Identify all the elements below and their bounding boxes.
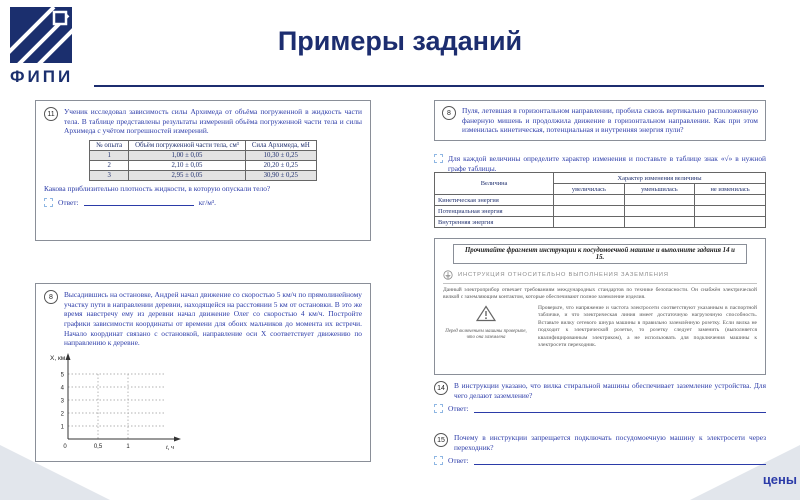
check-cell bbox=[695, 206, 766, 217]
task11-head bbox=[44, 107, 362, 136]
table-row bbox=[90, 150, 317, 160]
col-header: Объём погруженной части тела, см³ bbox=[129, 140, 246, 150]
task-card-14 bbox=[434, 381, 766, 413]
passage-columns bbox=[443, 305, 757, 350]
task8-right-instruction: Для каждой величины определите характер изменения и поставьте в таблице знак «√» в нужной графе таблицы. bbox=[448, 154, 766, 173]
x-tick-label: 1 bbox=[126, 443, 130, 450]
table-row bbox=[90, 170, 317, 180]
passage-section-header-row bbox=[443, 268, 757, 284]
task-card-8-right bbox=[434, 100, 766, 141]
check-cell bbox=[624, 217, 695, 228]
check-cell bbox=[554, 217, 625, 228]
y-tick-label: 2 bbox=[60, 411, 64, 418]
task11-question: Какова приблизительно плотность жидкости, в которую опускали тело? bbox=[44, 183, 271, 193]
task-number-badge: 14 bbox=[434, 381, 448, 395]
coordinate-grid bbox=[48, 351, 188, 451]
cell: 1 bbox=[90, 150, 129, 160]
check-cell bbox=[624, 206, 695, 217]
task8-left-text: Высадившись на остановке, Андрей начал движение со скоростью 5 км/ч по прямолинейному участку пути в направлении деревни, находящейся на расстоянии 5 км от остановки. В это же время навстречу ему из деревни начал движение Олег со скоростью 4 км/ч. Постройте графики зависимости координаты от времени для обоих мальчиков до момента их встречи. Начало координат связано с остановкой, направление оси Х соответствует движению по направлению к деревне. bbox=[64, 290, 362, 348]
task15-answer-row bbox=[434, 456, 766, 465]
cell: 3 bbox=[90, 170, 129, 180]
y-tick-label: 4 bbox=[60, 385, 64, 392]
change-of-quantities-table bbox=[434, 172, 766, 228]
title-rule bbox=[94, 85, 764, 87]
answer-blank-line bbox=[84, 198, 194, 206]
task-card-15 bbox=[434, 433, 766, 465]
answer-blank-line bbox=[474, 457, 766, 465]
answer-blank-line bbox=[474, 405, 766, 413]
table-row bbox=[435, 206, 766, 217]
measurements-table bbox=[89, 140, 317, 181]
task11-answer-row bbox=[44, 198, 362, 207]
cell: 2,95 ± 0,05 bbox=[129, 170, 246, 180]
answer-label: Ответ: bbox=[448, 456, 469, 466]
task14-answer-row bbox=[434, 404, 766, 413]
answer-marker-box bbox=[434, 456, 443, 465]
task15-head bbox=[434, 433, 766, 452]
option-header: не изменилась bbox=[695, 184, 766, 195]
task14-head bbox=[434, 381, 766, 400]
task-number-badge: 11 bbox=[44, 107, 58, 121]
answer-marker-box bbox=[44, 198, 53, 207]
answer-marker-box bbox=[434, 154, 443, 163]
task14-text: В инструкции указано, что вилка стиральной машины обеспечивает заземление устройства. Для чего делают заземление? bbox=[454, 381, 766, 400]
passage-section-header: ИНСТРУКЦИЯ ОТНОСИТЕЛЬНО ВЫПОЛНЕНИЯ ЗАЗЕМЛЕНИЯ bbox=[458, 272, 669, 278]
quantity-name: Кинетическая энергия bbox=[435, 195, 554, 206]
y-tick-label: 1 bbox=[60, 424, 64, 431]
answer-label: Ответ: bbox=[448, 404, 469, 414]
task8-right-text: Пуля, летевшая в горизонтальном направлении, пробила сквозь вертикально расположенную фанерную мишень и продолжила движение в горизонтальном направлении. Как при этом изменилась кинетическая, потенциальная и внутренняя энергия пули? bbox=[462, 106, 758, 135]
answer-unit: кг/м³. bbox=[198, 197, 216, 207]
y-axis-label: Х, км bbox=[50, 354, 66, 362]
task15-text: Почему в инструкции запрещается подключать посудомоечную машину к электросети через переходник? bbox=[454, 433, 766, 452]
task-card-8-left bbox=[35, 283, 371, 462]
quantity-name: Внутренняя энергия bbox=[435, 217, 554, 228]
logo-text: ФИПИ bbox=[10, 67, 74, 86]
warning-block bbox=[443, 305, 529, 342]
cell: 10,30 ± 0,25 bbox=[245, 150, 316, 160]
task8-right-head bbox=[442, 106, 758, 135]
y-tick-label: 3 bbox=[60, 398, 64, 405]
task-number-badge: 8 bbox=[442, 106, 456, 120]
passage-body: Проверьте, что напряжение и частота электросети соответствуют указанным в паспортной табличке, и что электрическая линия имеет достаточную нагрузочную способность. Вставьте вилку сетевого шнура машины в правильно заземлённую розетку. Если вилка не подходит к электрической розетке, то розетку следует заменить (выполняется квалифицированным электриком), а не использовать для подключения машины к электросети переходник. bbox=[538, 304, 757, 348]
task8-left-head bbox=[44, 290, 362, 348]
task-number-badge: 8 bbox=[44, 290, 58, 304]
instruction-passage bbox=[434, 238, 766, 375]
passage-title: Прочитайте фрагмент инструкции к посудомоечной машине и выполните задания 14 и 15. bbox=[453, 244, 747, 264]
task-number-badge: 15 bbox=[434, 433, 448, 447]
watermark-text: цены bbox=[762, 472, 797, 487]
cell: 30,90 ± 0,25 bbox=[245, 170, 316, 180]
change-table-wrap bbox=[434, 172, 766, 228]
col-header: Сила Архимеда, мН bbox=[245, 140, 316, 150]
table-row bbox=[90, 160, 317, 170]
y-tick-label: 5 bbox=[60, 372, 64, 379]
page-title: Примеры заданий bbox=[277, 26, 523, 56]
warning-caption: Перед включением машины проверьте, что она заземлена bbox=[445, 328, 527, 341]
col-header: Характер изменения величины bbox=[554, 173, 766, 184]
option-header: увеличилась bbox=[554, 184, 625, 195]
task8-right-instruction-row bbox=[434, 154, 766, 173]
task11-text: Ученик исследовал зависимость силы Архимеда от объёма погруженной в жидкость части тела. В таблице представлены результаты измерений объёма погруженной части тела и силы Архимеда с учётом погрешностей измерений. bbox=[64, 107, 362, 136]
check-cell bbox=[624, 195, 695, 206]
table-row bbox=[435, 217, 766, 228]
check-cell bbox=[554, 206, 625, 217]
check-cell bbox=[695, 195, 766, 206]
warning-icon bbox=[476, 305, 496, 322]
cell: 2,10 ± 0,05 bbox=[129, 160, 246, 170]
passage-intro: Данный электроприбор отвечает требованиям международных стандартов по технике безопасности. Он снабжён электрической вилкой с заземляющим контактом, которые обеспечивают полное заземление изделия. bbox=[443, 287, 757, 301]
cell: 2 bbox=[90, 160, 129, 170]
quantity-name: Потенциальная энергия bbox=[435, 206, 554, 217]
x-tick-label: 0 bbox=[63, 443, 67, 450]
answer-marker-box bbox=[434, 404, 443, 413]
col-header: № опыта bbox=[90, 140, 129, 150]
option-header: уменьшилась bbox=[624, 184, 695, 195]
check-cell bbox=[554, 195, 625, 206]
x-axis-label: t, ч bbox=[166, 443, 175, 451]
table-row bbox=[435, 195, 766, 206]
check-cell bbox=[695, 217, 766, 228]
answer-label: Ответ: bbox=[58, 197, 79, 207]
ground-icon bbox=[443, 270, 453, 280]
col-header: Величина bbox=[435, 173, 554, 195]
cell: 1,00 ± 0,05 bbox=[129, 150, 246, 160]
x-tick-label: 0,5 bbox=[93, 443, 103, 450]
cell: 20,20 ± 0,25 bbox=[245, 160, 316, 170]
task-card-11 bbox=[35, 100, 371, 241]
